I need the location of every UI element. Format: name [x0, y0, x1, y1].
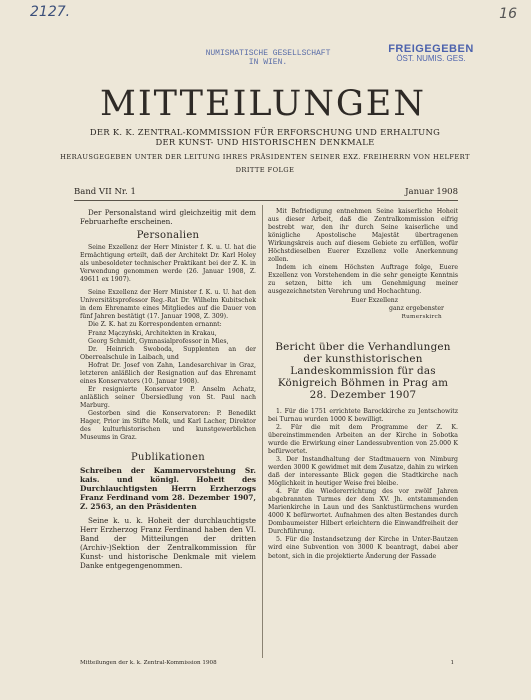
report-item: 3. Der Instandhaltung der Stadtmauern von Nimburg werden 3000 K gewidmet mit dem Zusatze, dahin zu wirken daß der interessante Blick gegen die Stadtkirche nach Möglichkeit in heutiger Weise frei bleibe. [268, 455, 458, 488]
list-entry: Georg Schmidt, Gymnasialprofessor in Mies, [88, 337, 229, 345]
column-rule [262, 205, 263, 658]
paragraph: Mit Befriedigung entnehmen Seine kaiserliche Hoheit aus dieser Arbeit, daß die Zentralkommission eifrig bestrebt war, den ihr durch Seine kaiserliche und königliche Apostolische Majestät übertragenen Wirkungskreis auch auf diesem Gebiete zu erfüllen, wofür Höchstdieselben Euerer Exzellenz volle Anerkennung zollen. [268, 208, 458, 264]
left-column [80, 208, 256, 570]
stamp-line: FREIGEGEBEN [388, 43, 474, 55]
signature-line: ganz ergebenster [389, 304, 444, 312]
header-rule [74, 200, 458, 201]
stamp-line: ÖST. NUMIS. GES. [396, 54, 466, 63]
page-number: 1 [450, 660, 454, 666]
paragraph: Indem ich einem Höchsten Auftrage folge, Euere Exzellenz von Vorstehendem in die sehr geneigte Kenntnis zu setzen, bitte ich um Genehmigung meiner ausgezeichnetsten Verehrung und Hochachtung. [268, 264, 458, 296]
list-entry: Hofrat Dr. Josef von Zahn, Landesarchivar in Graz, letzteren anläßlich der Resignation auf das Ehrenamt eines Konservators (10. Januar 1908). [80, 361, 256, 385]
paragraph: Seine k. u. k. Hoheit der durchlauchtigste Herr Erzherzog Franz Ferdinand haben den VI. Band der Mitteilungen der dritten (Archiv-)Sektion der Zentralkommission für Kunst- und historische Denkmale mit vielem Danke entgegengenommen. [80, 516, 256, 571]
subtitle-line: DER KUNST- UND HISTORISCHEN DENKMALE [155, 137, 375, 147]
paragraph: Seine Exzellenz der Herr Minister f. K. u. U. hat den Universitätsprofessor Reg.-Rat Dr. Wilhelm Kubitschek in dem Ehrenamte eines Mitgliedes auf die Dauer von fünf Jahren bestätigt (17. Januar 1908, Z. 309). [80, 289, 256, 321]
section-heading-personalien: Personalien [136, 230, 200, 241]
report-item: 1. Für die 1751 errichtete Barockkirche zu Jentschowitz bei Turnau wurden 1000 K bewilligt. [268, 407, 458, 423]
stamp-line: IN WIEN. [248, 58, 288, 67]
report-item: 4. Für die Wiedererrichtung des vor zwölf Jahren abgebrannten Turmes der dem XV. Jh. entstammenden Marienkirche in Laun und des Sanktustürmchens wurden 4000 K befürwortet. Aufnahmen des alten Bestandes durch Dombaumeister Hilbert erleichtern die Einwandfreiheit der Durchführung. [268, 488, 458, 536]
footer-publication: Mitteilungen der k. k. Zentral-Kommission 1908 [80, 660, 217, 666]
volume-number: Band VII Nr. 1 [74, 187, 136, 197]
issue-date: Januar 1908 [405, 187, 458, 197]
paragraph: Er resignierte Konservator P. Anselm Achatz, anläßlich seiner Übersiedlung von St. Paul nach Marburg. [80, 385, 256, 409]
report-heading: Bericht über die Verhandlungen der kunsthistorischen Landeskommission für das Königreich Böhmen in Prag am 28. Dezember 1907 [275, 340, 451, 402]
report-item: 5. Für die Instandsetzung der Kirche in Unter-Bautzen wird eine Subvention von 3000 K beantragt, dabei aber betont, sich in die projektierte Änderung der Fassade [268, 536, 458, 560]
stamp-line: NUMISMATISCHE GESELLSCHAFT [205, 49, 331, 58]
paragraph: Gestorben sind die Konservatoren: P. Benedikt Hager, Prior im Stifte Melk, und Karl Lacher, Direktor des kulturhistorischen und kunstgewerblichen Museums in Graz. [80, 409, 256, 442]
intro-paragraph: Der Personalstand wird gleichzeitig mit dem Februarhefte erscheinen. [80, 208, 256, 226]
paragraph: Seine Exzellenz der Herr Minister f. K. u. U. hat die Ermächtigung erteilt, daß der Architekt Dr. Karl Holey als unbesoldeter technischer Praktikant bei der Z. K. in Verwendung genommen werde (26. Januar 1908, Z. 49611 ex 1907). [80, 244, 256, 284]
release-stamp [376, 44, 486, 64]
library-stamp [198, 49, 338, 67]
signature-name: Rumerskirch [401, 313, 442, 320]
publication-heading: Schreiben der Kammervorstehung Sr. kais. und königl. Hoheit des Durchlauchtigsten Herrn Erzherzogs Franz Ferdinand vom 28. Dezember 1907, Z. 2563, an den Präsidenten [80, 466, 256, 512]
report-item: 2. Für die mit dem Programme der Z. K. übereinstimmenden Arbeiten an der Kirche in Sobotka wurde die Erwirkung einer Landessubvention von 25.000 K befürwortet. [268, 423, 458, 455]
handwritten-corner-mark: 16 [499, 6, 517, 22]
list-entry: Dr. Heinrich Swoboda, Supplenten an der Oberrealschule in Laibach, und [80, 345, 256, 361]
right-column [268, 208, 458, 561]
editor-line: HERAUSGEGEBEN UNTER DER LEITUNG IHRES PRÄSIDENTEN SEINER EXZ. FREIHERRN VON HELFERT [60, 153, 470, 161]
paragraph: Die Z. K. hat zu Korrespondenten ernannt: [88, 321, 222, 329]
section-heading-publikationen: Publikationen [131, 452, 205, 464]
handwritten-number: 2127. [30, 4, 71, 20]
signature-line: Euer Exzellenz [351, 296, 398, 304]
journal-title: MITTEILUNGEN [100, 84, 426, 124]
series-line: DRITTE FOLGE [235, 166, 295, 174]
list-entry: Franz Mączyński, Architekten in Krakau, [88, 329, 217, 337]
subtitle-line: DER K. K. ZENTRAL-KOMMISSION FÜR ERFORSCHUNG UND ERHALTUNG [89, 127, 441, 137]
